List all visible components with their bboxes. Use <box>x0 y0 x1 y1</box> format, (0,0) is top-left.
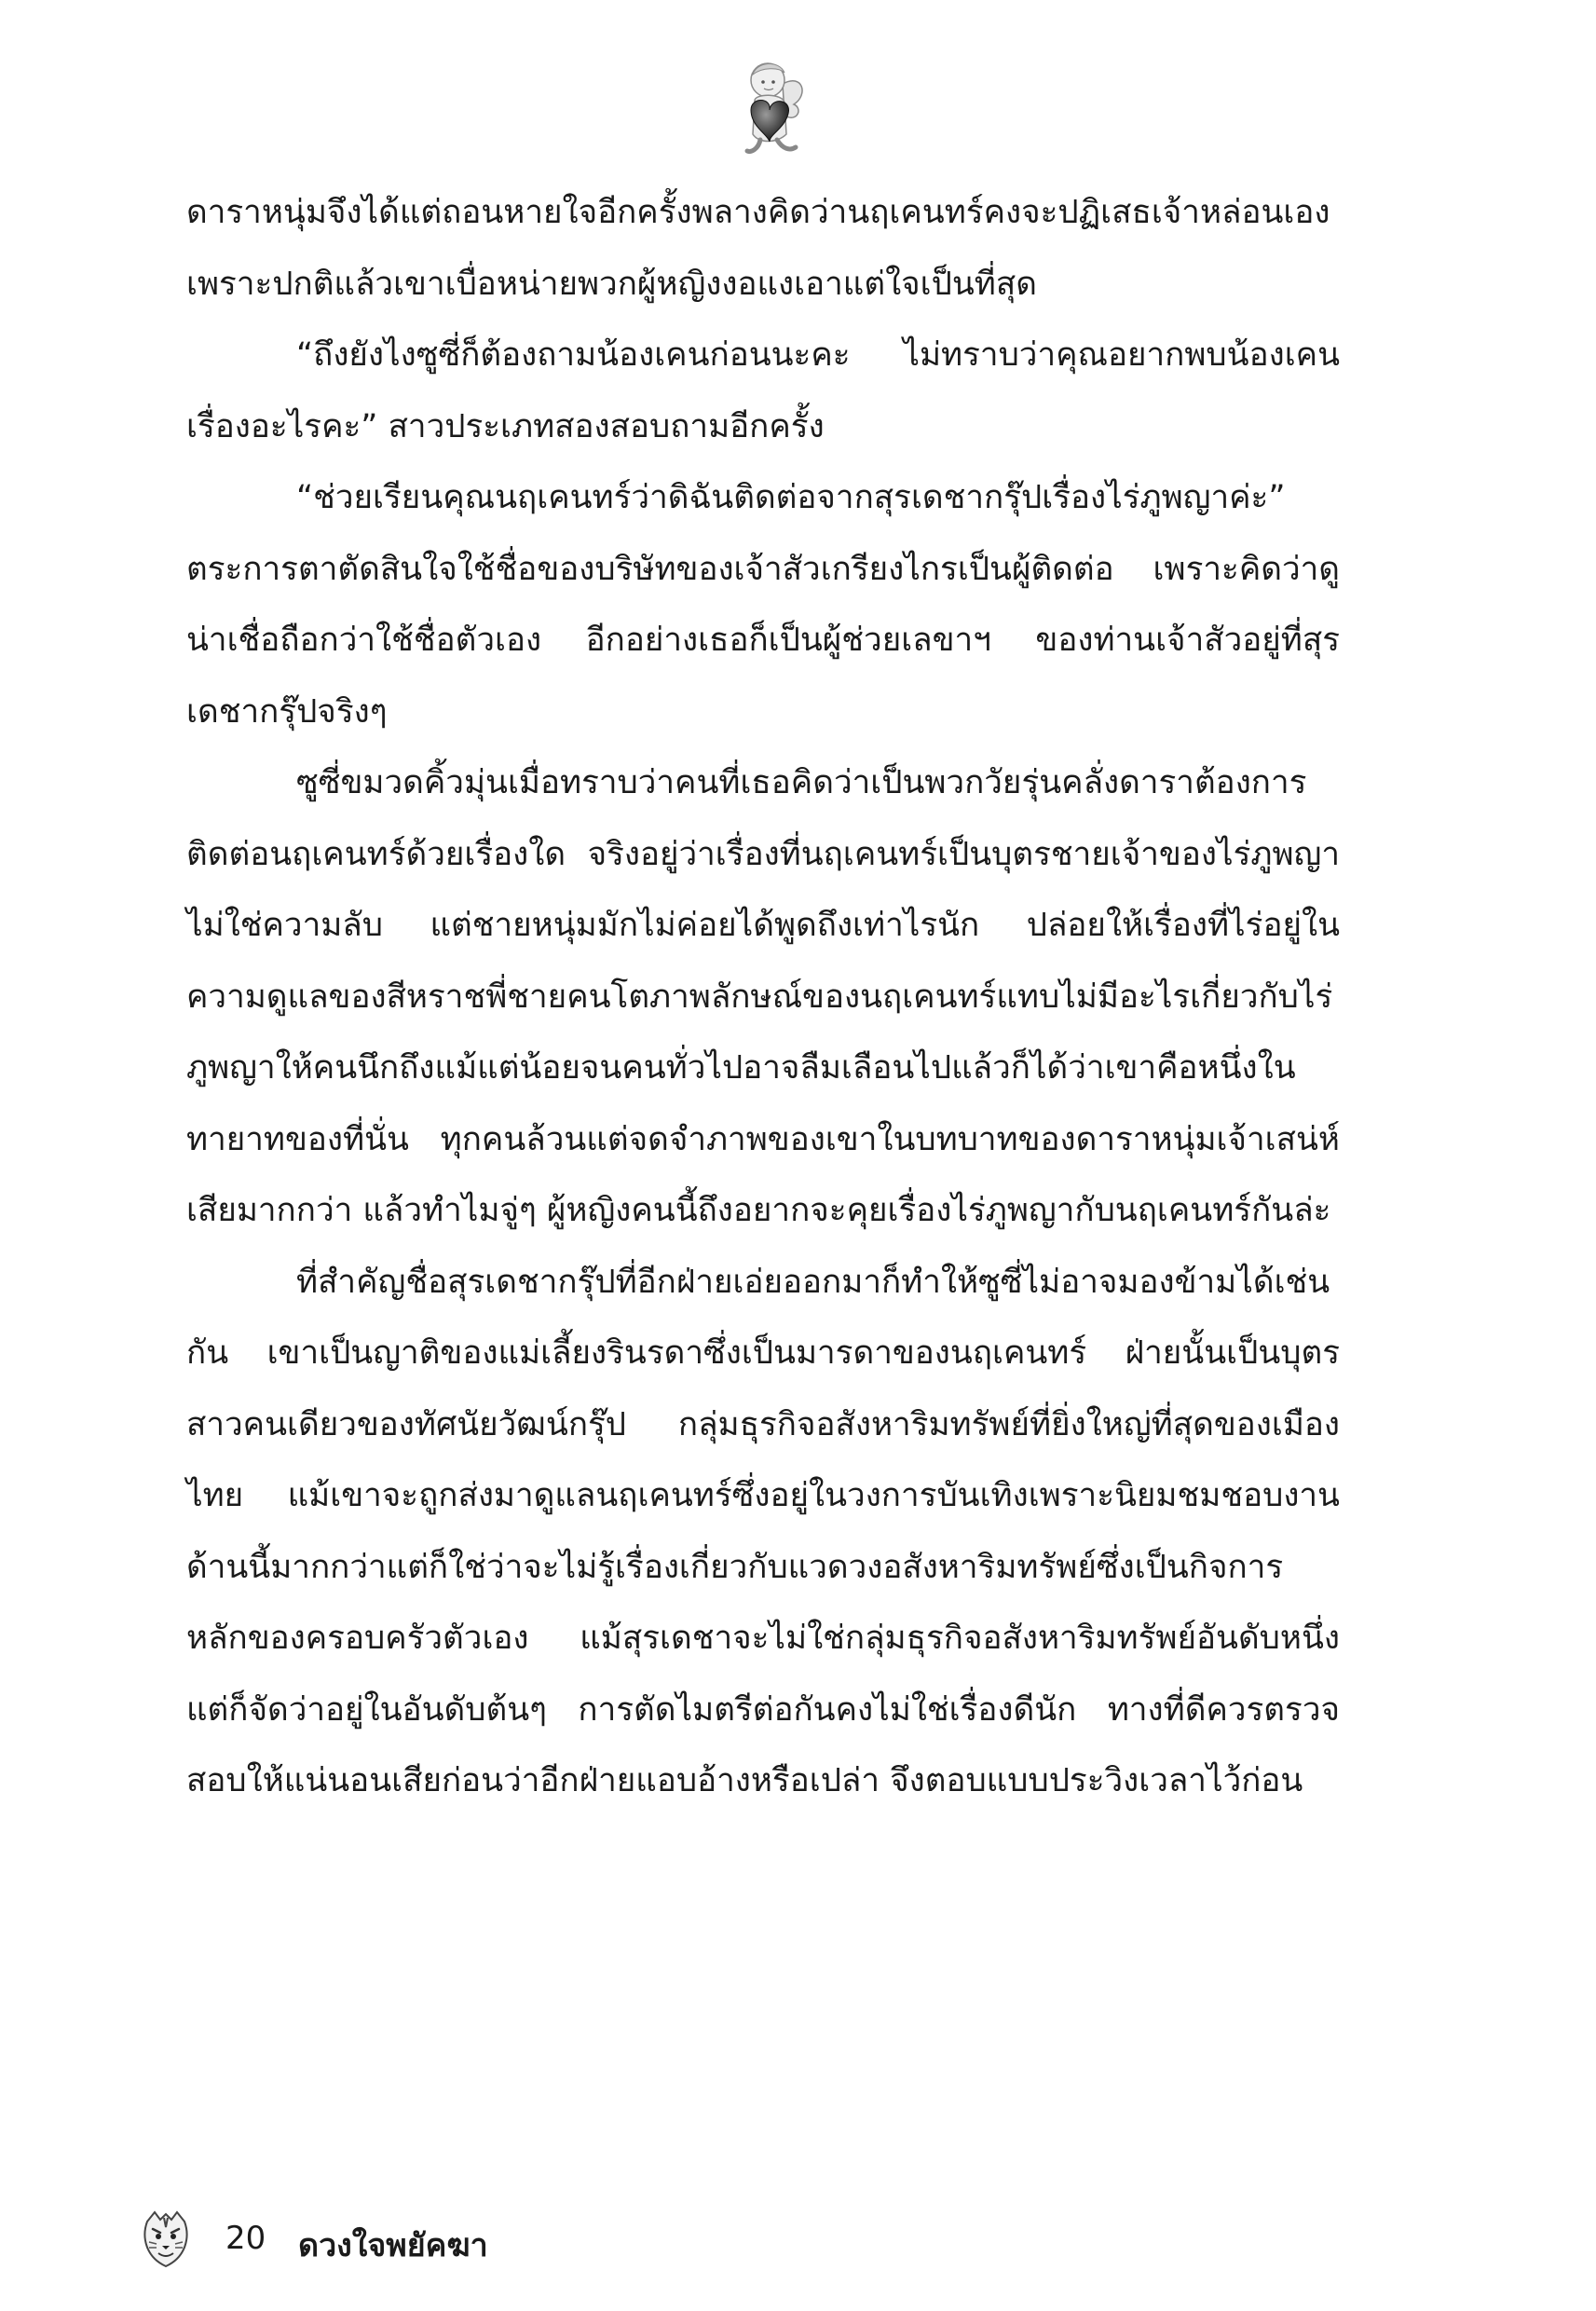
paragraph-4: ซูซี่ขมวดคิ้วมุ่นเมื่อทราบว่าคนที่เธอคิดว่าเป็นพวกวัยรุ่นคลั่งดาราต้องการติดต่อนฤเคนทร์ด้วยเรื่องใด จริงอยู่ว่าเรื่องที่นฤเคนทร์เป็นบุตรชายเจ้าของไร่ภูพญาไม่ใช่ความลับ แต่ชายหนุ่มมักไม่ค่อยได้พูดถึงเท่าไรนัก ปล่อยให้เรื่องที่ไร่อยู่ในความดูแลของสีหราชพี่ชายคนโตภาพลักษณ์ของนฤเคนทร์แทบไม่มีอะไรเกี่ยวกับไร่ภูพญาให้คนนึกถึงแม้แต่น้อยจนคนทั่วไปอาจลืมเลือนไปแล้วก็ได้ว่าเขาคือหนึ่งในทายาทของที่นั่น ทุกคนล้วนแต่จดจำภาพของเขาในบทบาทของดาราหนุ่มเจ้าเสน่ห์เสียมากกว่า แล้วทำไมจู่ๆ ผู้หญิงคนนี้ถึงอยากจะคุยเรื่องไร่ภูพญากับนฤเคนทร์กันล่ะ <box>186 764 1340 1229</box>
cupid-holding-heart-icon <box>717 56 811 158</box>
book-title: ดวงใจพยัคฆา <box>298 2227 488 2264</box>
paragraph-1: ดาราหนุ่มจึงได้แต่ถอนหายใจอีกครั้งพลางคิดว่านฤเคนทร์คงจะปฏิเสธเจ้าหล่อนเอง เพราะปกติแล้วเขาเบื่อหน่ายพวกผู้หญิงงอแงเอาแต่ใจเป็นที่สุด <box>186 194 1330 303</box>
body-text <box>186 177 1340 1817</box>
paragraph-2: “ถึงยังไงซูซี่ก็ต้องถามน้องเคนก่อนนะคะ ไม่ทราบว่าคุณอยากพบน้องเคนเรื่องอะไรคะ” สาวประเภทสองสอบถามอีกครั้ง <box>186 336 1340 445</box>
paragraph-5: ที่สำคัญชื่อสุรเดชากรุ๊ปที่อีกฝ่ายเอ่ยออกมาก็ทำให้ซูซี่ไม่อาจมองข้ามได้เช่นกัน เขาเป็นญาติของแม่เลี้ยงรินรดาซึ่งเป็นมารดาของนฤเคนทร์ ฝ่ายนั้นเป็นบุตรสาวคนเดียวของทัศนัยวัฒน์กรุ๊ป กลุ่มธุรกิจอสังหาริมทรัพย์ที่ยิ่งใหญ่ที่สุดของเมืองไทย แม้เขาจะถูกส่งมาดูแลนฤเคนทร์ซึ่งอยู่ในวงการบันเทิงเพราะนิยมชมชอบงานด้านนี้มากกว่าแต่ก็ใช่ว่าจะไม่รู้เรื่องเกี่ยวกับแวดวงอสังหาริมทรัพย์ซึ่งเป็นกิจการหลักของครอบครัวตัวเอง แม้สุรเดชาจะไม่ใช่กลุ่มธุรกิจอสังหาริมทรัพย์อันดับหนึ่ง แต่ก็จัดว่าอยู่ในอันดับต้นๆ การตัดไมตรีต่อกันคงไม่ใช่เรื่องดีนัก ทางที่ดีควรตรวจสอบให้แน่นอนเสียก่อนว่าอีกฝ่ายแอบอ้างหรือเปล่า จึงตอบแบบประวิงเวลาไว้ก่อน <box>186 1263 1340 1799</box>
page-number: 20 <box>225 2220 266 2257</box>
paragraph-3: “ช่วยเรียนคุณนฤเคนทร์ว่าดิฉันติดต่อจากสุรเดชากรุ๊ปเรื่องไร่ภูพญาค่ะ” ตระการตาตัดสินใจใช้ชื่อของบริษัทของเจ้าสัวเกรียงไกรเป็นผู้ติดต่อ เพราะคิดว่าดูน่าเชื่อถือกว่าใช้ชื่อตัวเอง อีกอย่างเธอก็เป็นผู้ช่วยเลขาฯ ของท่านเจ้าสัวอยู่ที่สุรเดชากรุ๊ปจริงๆ <box>186 479 1340 731</box>
tiger-head-icon <box>140 2208 192 2270</box>
